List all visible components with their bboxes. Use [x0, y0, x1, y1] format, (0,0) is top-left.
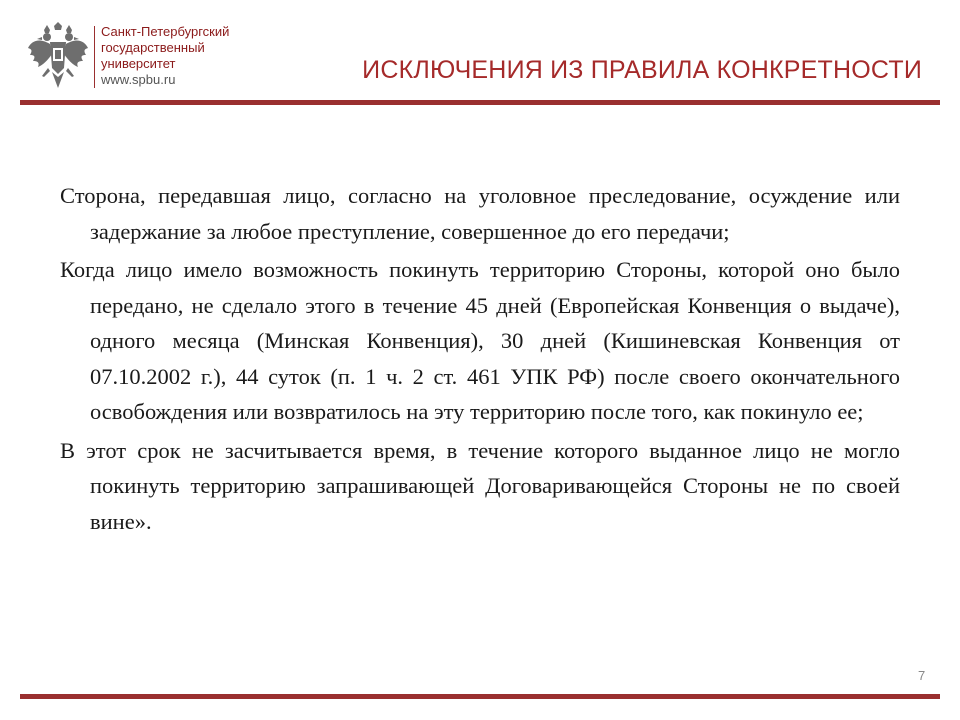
university-website: www.spbu.ru — [101, 72, 176, 87]
slide-title: ИСКЛЮЧЕНИЯ ИЗ ПРАВИЛА КОНКРЕТНОСТИ — [362, 56, 922, 84]
university-line: государственный — [101, 40, 205, 55]
double-headed-eagle-crest-icon — [26, 22, 90, 92]
slide-body — [60, 178, 900, 542]
logo-divider — [94, 26, 95, 88]
page-number: 7 — [918, 668, 926, 683]
university-line: университет — [101, 56, 176, 71]
university-line: Санкт-Петербургский — [101, 24, 230, 39]
body-paragraph: В этот срок не засчитывается время, в течение которого выданное лицо не могло покинуть территорию запрашивающей Договаривающейся Стороны не по своей вине». — [60, 437, 900, 534]
body-paragraph: Когда лицо имело возможность покинуть территорию Стороны, которой оно было передано, не сделало этого в течение 45 дней (Европейская Конвенция о выдаче), одного месяца (Минская Конвенция), 30 дней (Кишиневская Конвенция от 07.10.2002 г.), 44 суток (п. 1 ч. 2 ст. 461 УПК РФ) после своего окончательного освобождения или возвратилось на эту территорию после того, как покинуло ее; — [60, 257, 900, 424]
footer-divider — [20, 694, 940, 699]
header-divider — [20, 100, 940, 105]
body-paragraph: Сторона, передавшая лицо, согласно на уголовное преследование, осуждение или задержание за любое преступление, совершенное до его передачи; — [60, 183, 900, 244]
university-name — [101, 24, 229, 88]
